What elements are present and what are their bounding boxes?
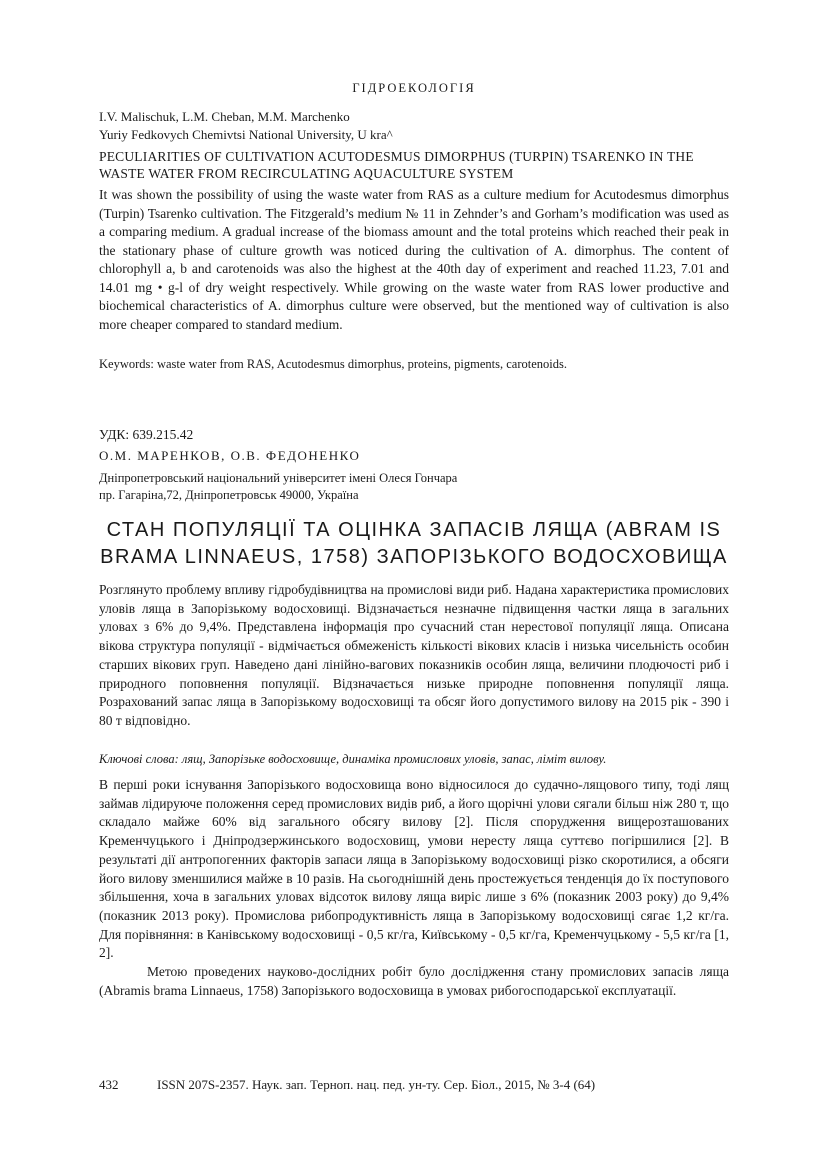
ua-affiliation-line1: Дніпропетровський національний університет імені Олеся Гончара	[99, 471, 458, 485]
ua-authors: О.М. МАРЕНКОВ, О.В. ФЕДОНЕНКО	[99, 448, 361, 463]
body-paragraph-1: В перші роки існування Запорізького водосховища воно відносилося до судачно-лящового типу, тоді лящ займав лідируюче положення серед промислових видів риб, а його щорічні улови сягали більш ніж 280 т, що складало майже 60% від загального обсягу вилову [2]. Після спорудження вищерозташованих Кременчуцького і Дніпродзержинського водосховищ, умови нересту ляща суттєво погіршилися [2]. В результаті дії антропогенних факторів запаси ляща в Запорізькому водосховищі різко скоротилися, а обсяги його вилову зменшилися майже в 10 разів. На сьогоднішній день простежується тенденція до їх поступового збільшення, хоча в загальних уловах відсоток вилову ляща виріс лише з 6% (показник 2003 року) до 9,4% (показник 2013 року). Промислова рибопродуктивність ляща в Запорізькому водосховищі сягає 1,2 кг/га. Для порівняння: в Канівському водосховищі - 0,5 кг/га, Київському - 0,5 кг/га, Кременчуцькому - 5,5 кг/га [1, 2].	[99, 777, 729, 961]
ua-affiliation-line2: пр. Гагаріна,72, Дніпропетровськ 49000, Україна	[99, 488, 359, 502]
ua-title-line1: СТАН ПОПУЛЯЦІЇ ТА ОЦІНКА ЗАПАСІВ ЛЯЩА (ABRAM IS	[106, 519, 722, 541]
page-number: 432	[99, 1077, 119, 1092]
journal-citation: ISSN 207S-2357. Наук. зап. Терноп. нац. пед. ун-ту. Сер. Біол., 2015, № 3-4 (64)	[157, 1077, 596, 1092]
ua-title-line2: BRAMA LINNAEUS, 1758) ЗАПОРІЗЬКОГО ВОДОСХОВИЩА	[100, 546, 728, 568]
en-keywords: Keywords: waste water from RAS, Acutodesmus dimorphus, proteins, pigments, carotenoids.	[99, 357, 567, 371]
section-header: ГІДРОЕКОЛОГІЯ	[352, 81, 476, 95]
ua-abstract: Розглянуто проблему впливу гідробудівництва на промислові види риб. Надана характеристика промислових уловів ляща в Запорізькому водосховищі. Відзначається незначне підвищення частки ляща в загальних уловах з 6% до 9,4%. Представлена інформація про сучасний стан нерестової популяції ляща. Описана вікова структура популяції - відмічається обмеженість кількості вікових класів і низька чисельність особин старших вікових груп. Наведено дані лінійно-вагових показників особин ляща, величини плодючості риб і природного поповнення популяції. Відзначається низьке природне поповнення популяції ляща. Розрахований запас ляща в Запорізькому водосховищі та обсяг його допустимого вилову на 2015 рік - 390 і 80 т відповідно.	[99, 582, 729, 728]
body-paragraph-2: Метою проведених науково-дослідних робіт було дослідження стану промислових запасів ляща (Abramis brama Linnaeus, 1758) Запорізького водосховища в умовах рибогосподарської експлуатації.	[99, 964, 729, 998]
en-title: PECULIARITIES OF CULTIVATION ACUTODESMUS DIMORPHUS (TURPIN) TSARENKO IN THE WASTE WATER FROM RECIRCULATING AQUACULTURE SYSTEM	[99, 149, 694, 181]
ua-body	[99, 776, 729, 1000]
en-affiliation: Yuriy Fedkovych Chemivtsi National University, U kra^	[99, 127, 393, 142]
udk-code: УДК: 639.215.42	[99, 427, 194, 442]
ua-affiliation	[99, 470, 457, 504]
en-authors: I.V. Malischuk, L.M. Cheban, M.M. Marchenko	[99, 109, 350, 124]
en-abstract: It was shown the possibility of using the waste water from RAS as a culture medium for Acutodesmus dimorphus (Turpin) Tsarenko cultivation. The Fitzgerald’s medium № 11 in Zehnder’s and Gorham’s modification was used as a comparing medium. A gradual increase of the biomass amount and the total proteins which reached their peak in the stationary phase of culture growth was noticed during the cultivation of A. dimorphus. The content of chlorophyll a, b and carotenoids was also the highest at the 40th day of experiment and reached 11.23, 7.01 and 14.01 mg • g-l of dry weight respectively. While growing on the waste water from RAS lower productive and biochemical characteristics of A. dimorphus culture were observed, but the mentioned way of cultivation is also more cheaper compared to standard medium.	[99, 187, 729, 332]
ua-keywords: Ключові слова: лящ, Запорізьке водосховище, динаміка промислових уловів, запас, ліміт вилову.	[99, 752, 607, 766]
ua-title	[99, 517, 729, 571]
